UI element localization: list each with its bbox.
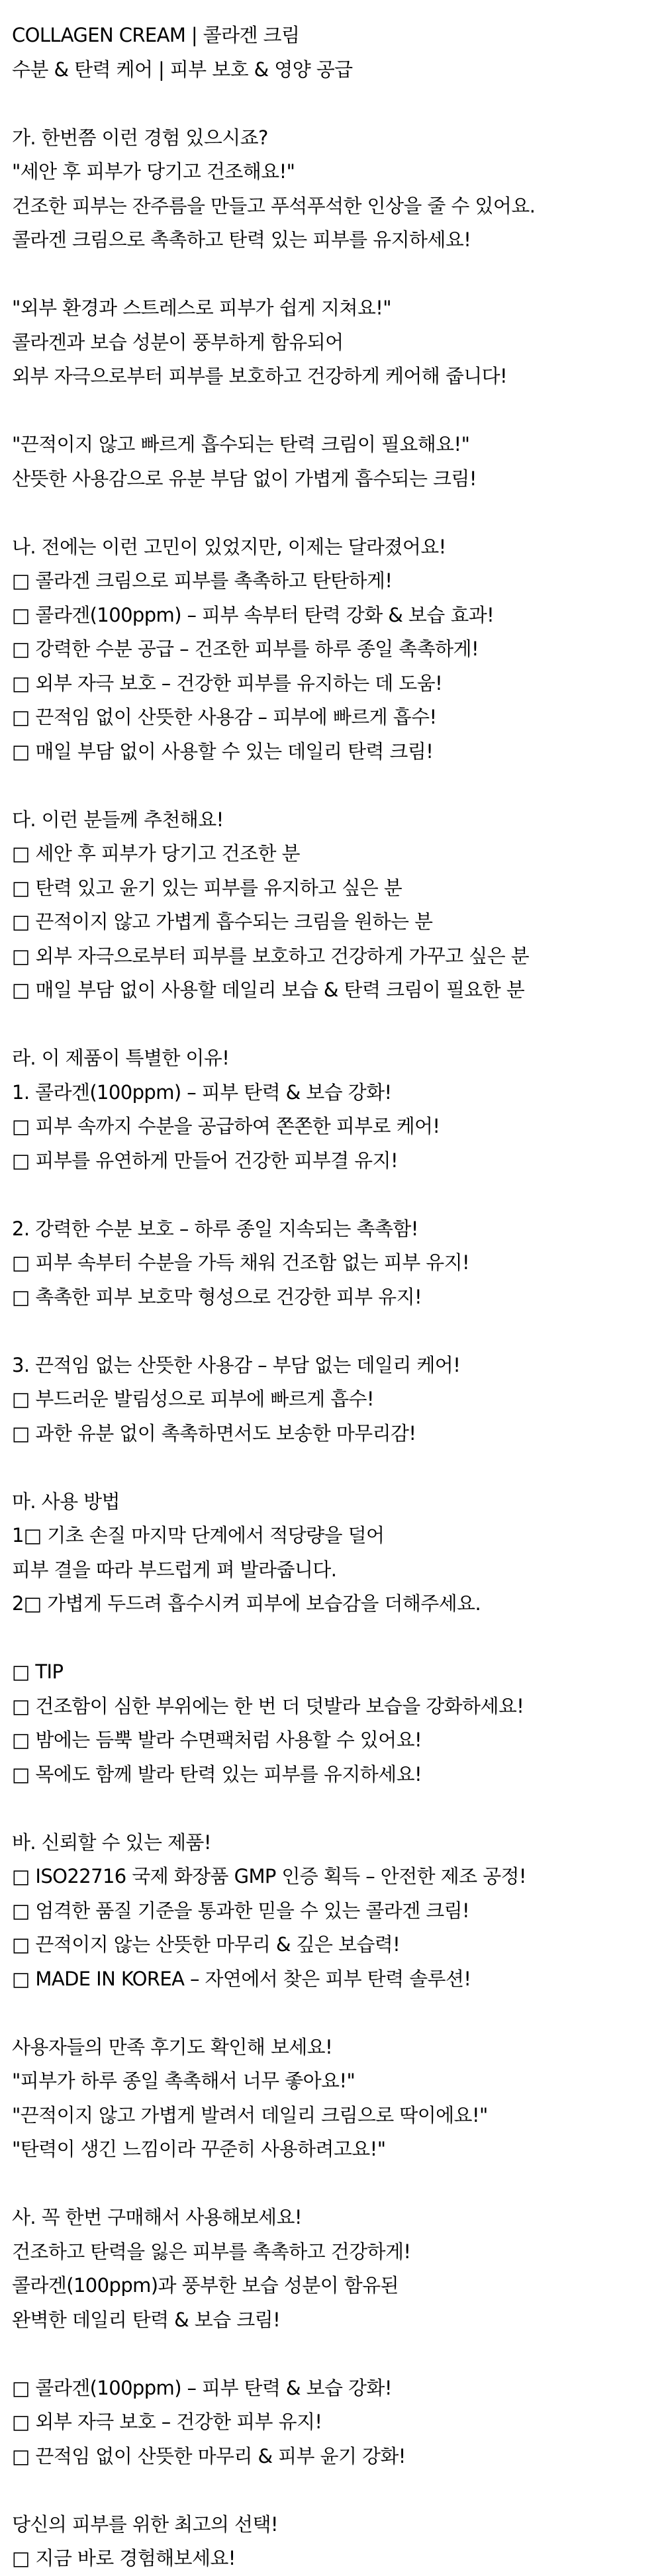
text-line: □ 외부 자극으로부터 피부를 보호하고 건강하게 가꾸고 싶은 분 xyxy=(12,944,530,967)
blank-spacer xyxy=(12,1621,662,1656)
text-line: "끈적이지 않고 빠르게 흡수되는 탄력 크림이 필요해요!" xyxy=(12,433,470,455)
text-line: □ 지금 바로 경험해보세요! xyxy=(12,2547,236,2569)
blank-spacer xyxy=(12,1178,662,1212)
text-line: 수분 & 탄력 케어 | 피부 보호 & 영양 공급 xyxy=(12,58,353,81)
text-line: "피부가 하루 종일 촉촉해서 너무 좋아요!" xyxy=(12,2070,355,2092)
text-line: 마. 사용 방법 xyxy=(12,1490,120,1513)
text-line: "외부 환경과 스트레스로 피부가 쉽게 지쳐요!" xyxy=(12,297,392,319)
text-line: "탄력이 생긴 느낌이라 꾸준히 사용하려고요!" xyxy=(12,2138,386,2160)
text-line: □ 끈적임 없이 산뜻한 마무리 & 피부 윤기 강화! xyxy=(12,2444,406,2467)
text-line: □ TIP xyxy=(12,1660,64,1683)
text-line: □ 밤에는 듬뿍 발라 수면팩처럼 사용할 수 있어요! xyxy=(12,1729,422,1751)
blank-spacer xyxy=(12,769,662,803)
text-line: 2□ 가볍게 두드려 흡수시켜 피부에 보습감을 더해주세요. xyxy=(12,1592,481,1615)
text-line: □ 엄격한 품질 기준을 통과한 믿을 수 있는 콜라겐 크림! xyxy=(12,1899,470,1922)
text-line: □ 콜라겐 크림으로 피부를 촉촉하고 탄탄하게! xyxy=(12,569,393,592)
blank-spacer xyxy=(12,2167,662,2201)
text-line: □ 끈적임 없이 산뜻한 사용감 – 피부에 빠르게 흡수! xyxy=(12,706,437,728)
text-line: 가. 한번쯤 이런 경험 있으시죠? xyxy=(12,126,268,149)
text-line: □ 매일 부담 없이 사용할 수 있는 데일리 탄력 크림! xyxy=(12,739,434,763)
text-line: 건조한 피부는 잔주름을 만들고 푸석푸석한 인상을 줄 수 있어요. xyxy=(12,194,536,217)
text-line: 2. 강력한 수분 보호 – 하루 종일 지속되는 촉촉함! xyxy=(12,1217,418,1240)
text-line: □ 매일 부담 없이 사용할 데일리 보습 & 탄력 크림이 필요한 분 xyxy=(12,978,525,1001)
text-line: 콜라겐 크림으로 촉촉하고 탄력 있는 피부를 유지하세요! xyxy=(12,228,471,251)
text-line: "세안 후 피부가 당기고 건조해요!" xyxy=(12,160,295,183)
text-line: □ 과한 유분 없이 촉촉하면서도 보송한 마무리감! xyxy=(12,1421,416,1445)
text-line: 피부 결을 따라 부드럽게 펴 발라줍니다. xyxy=(12,1558,337,1581)
text-line: □ 외부 자극 보호 – 건강한 피부 유지! xyxy=(12,2410,322,2433)
text-line: □ 외부 자극 보호 – 건강한 피부를 유지하는 데 도움! xyxy=(12,671,443,694)
text-line: 3. 끈적임 없는 산뜻한 사용감 – 부담 없는 데일리 케어! xyxy=(12,1353,461,1376)
text-line: □ 콜라겐(100ppm) – 피부 탄력 & 보습 강화! xyxy=(12,2376,392,2399)
blank-spacer xyxy=(12,87,662,121)
text-line: 건조하고 탄력을 잃은 피부를 촉촉하고 건강하게! xyxy=(12,2240,411,2263)
blank-spacer xyxy=(12,2337,662,2371)
text-line: 사용자들의 만족 후기도 확인해 보세요! xyxy=(12,2035,333,2058)
text-line: 바. 신뢰할 수 있는 제품! xyxy=(12,1831,211,1854)
text-line: □ 끈적이지 않는 산뜻한 마무리 & 깊은 보습력! xyxy=(12,1933,401,1956)
text-line: □ 촉촉한 피부 보호막 형성으로 건강한 피부 유지! xyxy=(12,1285,422,1308)
text-line: 완벽한 데일리 탄력 & 보습 크림! xyxy=(12,2308,281,2331)
text-line: □ 부드러운 발림성으로 피부에 빠르게 흡수! xyxy=(12,1388,374,1410)
text-line: □ 끈적이지 않고 가볍게 흡수되는 크림을 원하는 분 xyxy=(12,910,433,933)
text-line: □ 건조함이 심한 부위에는 한 번 더 덧발라 보습을 강화하세요! xyxy=(12,1694,524,1717)
text-line: 다. 이런 분들께 추천해요! xyxy=(12,808,224,831)
text-line: □ 세안 후 피부가 당기고 건조한 분 xyxy=(12,842,300,865)
text-line: □ 피부 속까지 수분을 공급하여 쫀쫀한 피부로 케어! xyxy=(12,1115,440,1137)
blank-spacer xyxy=(12,1996,662,2030)
blank-spacer xyxy=(12,2473,662,2508)
blank-spacer xyxy=(12,394,662,428)
text-line: □ 피부 속부터 수분을 가득 채워 건조함 없는 피부 유지! xyxy=(12,1251,470,1274)
text-line: 산뜻한 사용감으로 유분 부담 없이 가볍게 흡수되는 크림! xyxy=(12,467,477,490)
text-line: 외부 자극으로부터 피부를 보호하고 건강하게 케어해 줍니다! xyxy=(12,365,508,387)
text-line: 1. 콜라겐(100ppm) – 피부 탄력 & 보습 강화! xyxy=(12,1080,392,1104)
text-line: □ ISO22716 국제 화장품 GMP 인증 획득 – 안전한 제조 공정! xyxy=(12,1865,526,1887)
blank-spacer xyxy=(12,496,662,530)
blank-spacer xyxy=(12,1451,662,1485)
text-line: 당신의 피부를 위한 최고의 선택! xyxy=(12,2512,278,2536)
blank-spacer xyxy=(12,1008,662,1042)
text-line: □ 콜라겐(100ppm) – 피부 속부터 탄력 강화 & 보습 효과! xyxy=(12,603,495,626)
text-line: 콜라겐(100ppm)과 풍부한 보습 성분이 함유된 xyxy=(12,2274,399,2297)
text-line: "끈적이지 않고 가볍게 발려서 데일리 크림으로 딱이에요!" xyxy=(12,2103,488,2126)
text-line: 사. 꼭 한번 구매해서 사용해보세요! xyxy=(12,2206,302,2228)
blank-spacer xyxy=(12,1314,662,1349)
text-line: COLLAGEN CREAM | 콜라겐 크림 xyxy=(12,24,300,46)
text-line: 라. 이 제품이 특별한 이유! xyxy=(12,1047,230,1069)
text-line: □ 피부를 유연하게 만들어 건강한 피부결 유지! xyxy=(12,1149,398,1172)
blank-spacer xyxy=(12,1791,662,1826)
text-line: □ 강력한 수분 공급 – 건조한 피부를 하루 종일 촉촉하게! xyxy=(12,638,479,660)
text-line: □ 탄력 있고 윤기 있는 피부를 유지하고 싶은 분 xyxy=(12,876,402,899)
text-line: 1□ 기초 손질 마지막 단계에서 적당량을 덜어 xyxy=(12,1524,385,1547)
blank-spacer xyxy=(12,258,662,292)
text-line: □ 목에도 함께 발라 탄력 있는 피부를 유지하세요! xyxy=(12,1762,422,1786)
text-line: 콜라겐과 보습 성분이 풍부하게 함유되어 xyxy=(12,330,344,354)
text-line: 나. 전에는 이런 고민이 있었지만, 이제는 달라졌어요! xyxy=(12,535,446,558)
text-line: □ MADE IN KOREA – 자연에서 찾은 피부 탄력 솔루션! xyxy=(12,1967,471,1990)
